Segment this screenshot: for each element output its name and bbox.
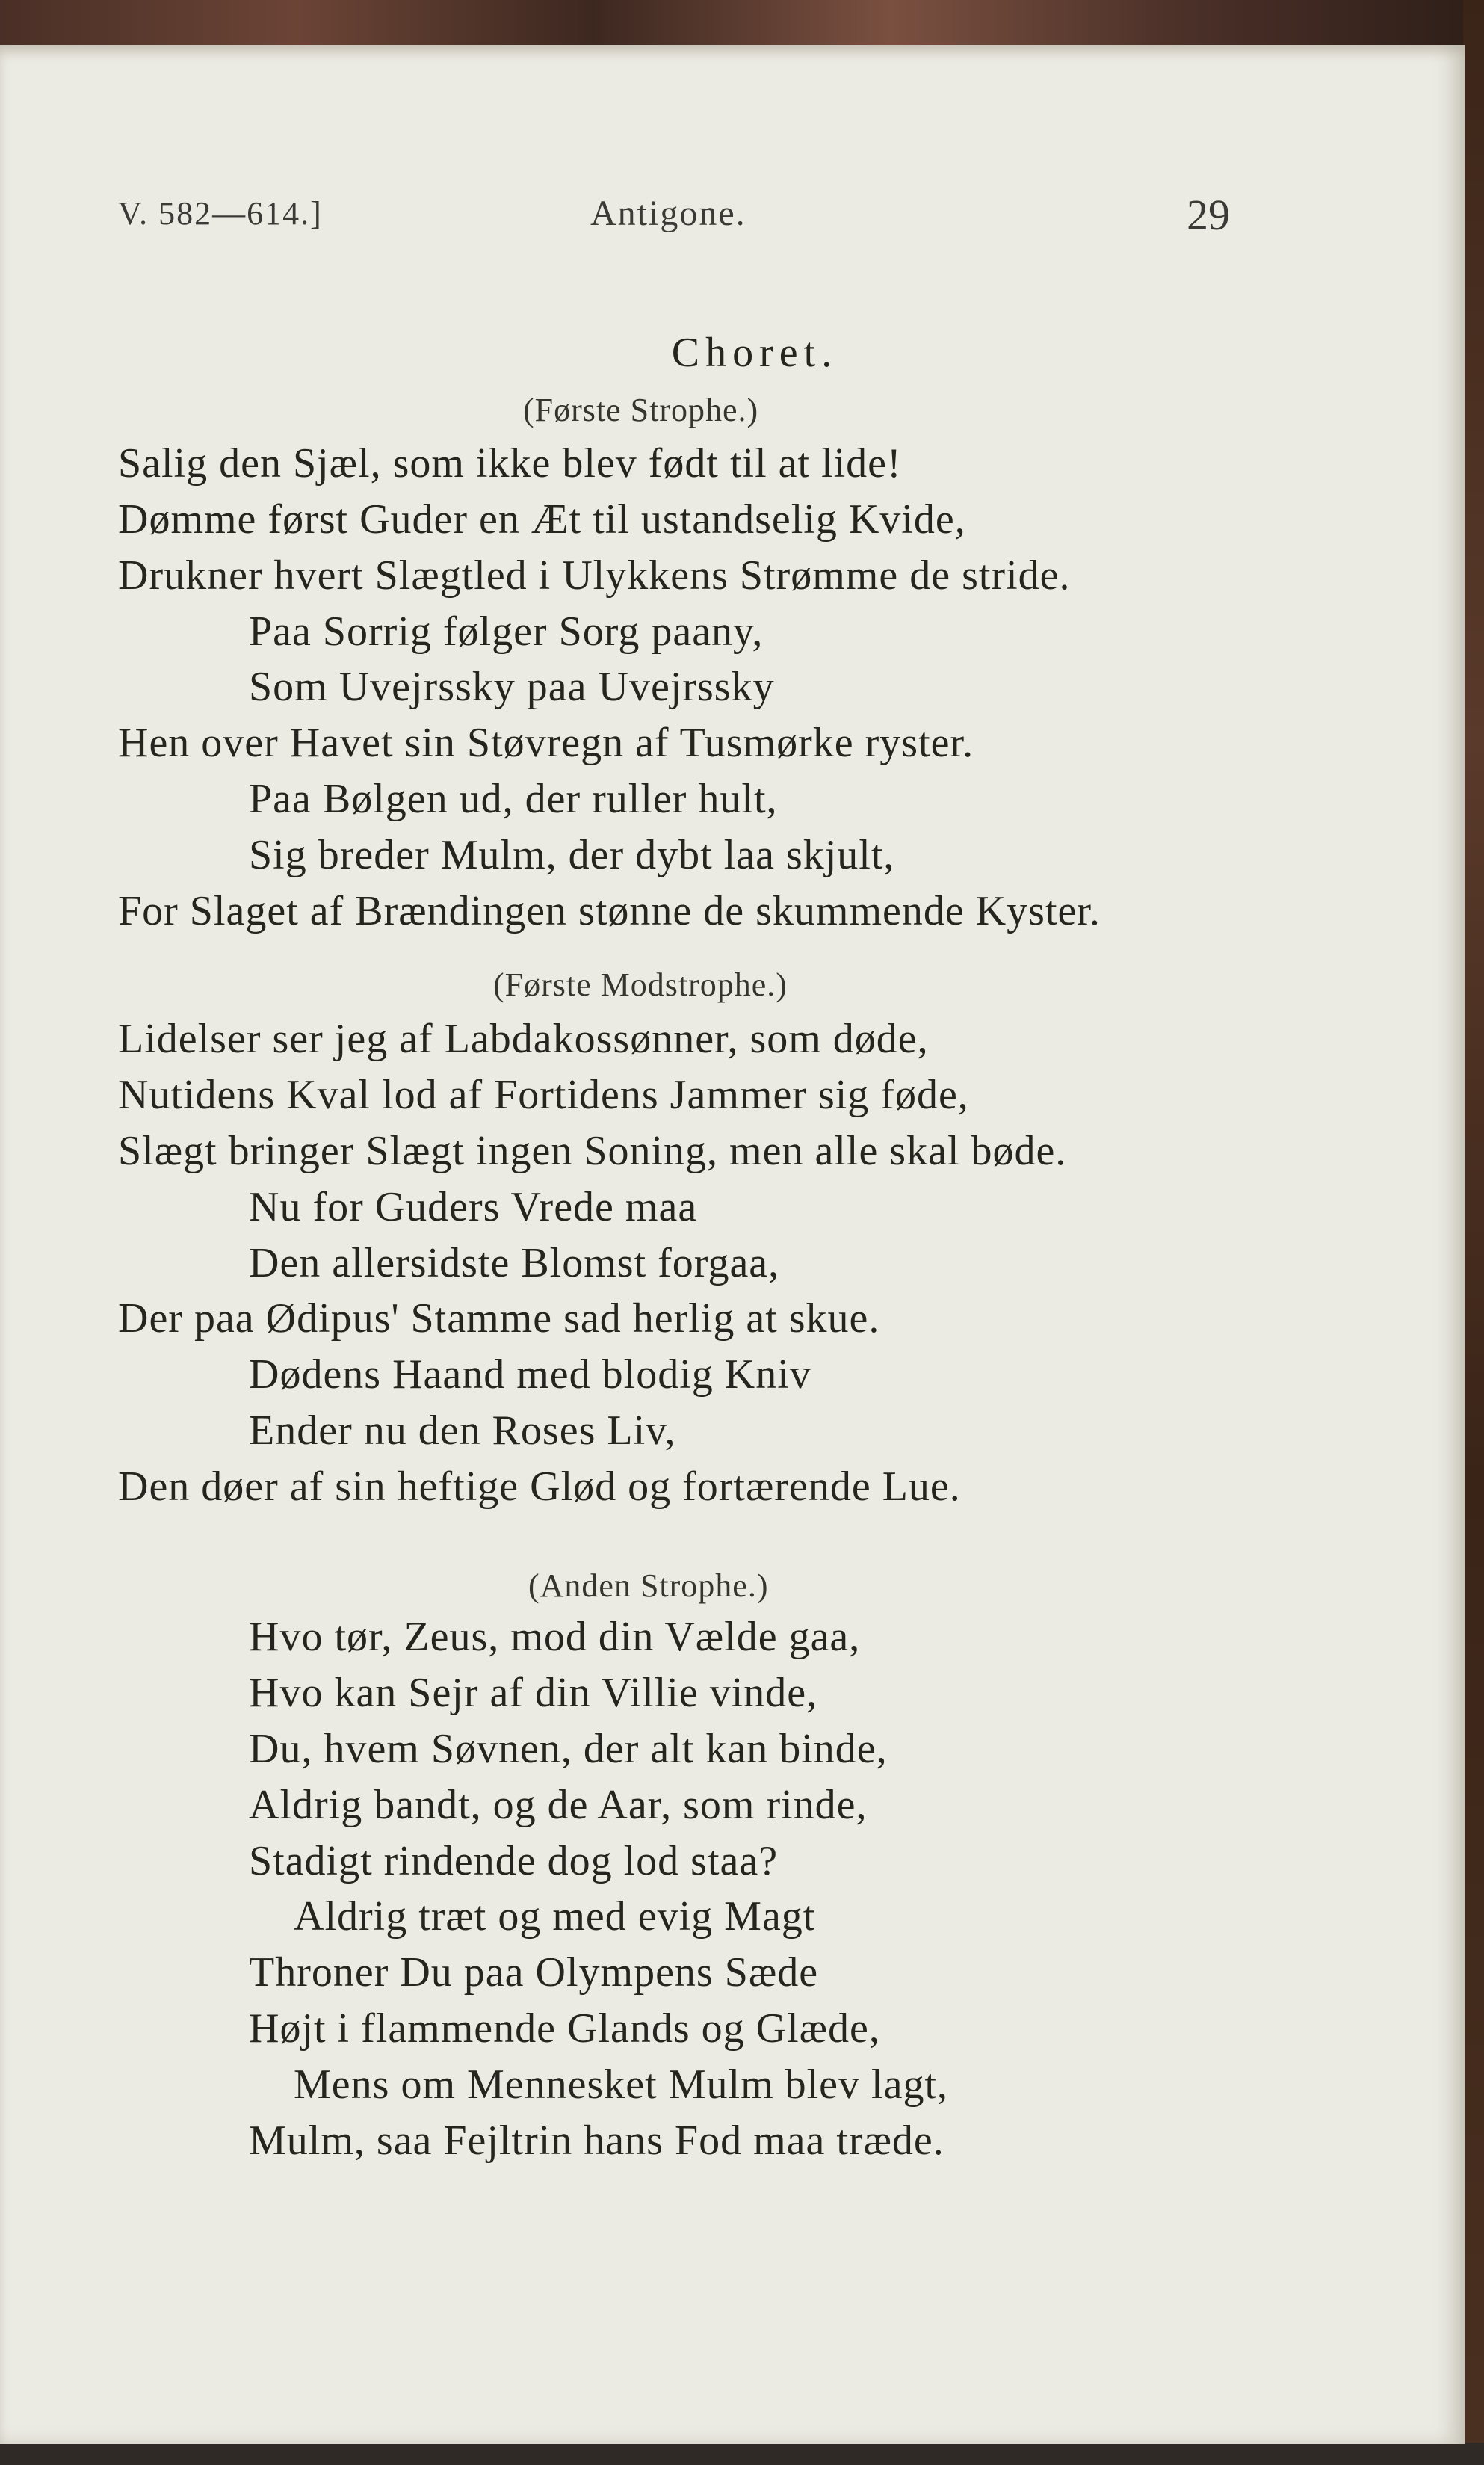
verse-line: Du, hvem Søvnen, der alt kan binde, [249,1726,888,1772]
verse-line: Højt i flammende Glands og Glæde, [249,2005,880,2052]
page-number: 29 [1187,191,1230,239]
verse-line: For Slaget af Brændingen stønne de skummende Kyster. [118,888,1101,934]
verse-line: Slægt bringer Slægt ingen Soning, men alle skal bøde. [118,1128,1067,1174]
verse-line: Nu for Guders Vrede maa [249,1184,698,1230]
verse-line: Den døer af sin heftige Glød og fortærende Lue. [118,1463,961,1510]
verse-line: Lidelser ser jeg af Labdakossønner, som døde, [118,1016,929,1062]
verse-line: Hen over Havet sin Støvregn af Tusmørke ryster. [118,720,974,766]
verse-line: Sig breder Mulm, der dybt laa skjult, [249,832,895,878]
verse-line: Throner Du paa Olympens Sæde [249,1949,819,1996]
book-page [0,45,1465,2444]
verse-line: Mens om Mennesket Mulm blev lagt, [294,2061,949,2108]
verse-line: Salig den Sjæl, som ikke blev født til at lide! [118,440,902,487]
verse-line: Den allersidste Blomst forgaa, [249,1240,780,1286]
verse-line: Mulm, saa Fejltrin hans Fod maa træde. [249,2117,944,2164]
section-heading-second-strophe: (Anden Strophe.) [528,1567,769,1604]
verse-line: Der paa Ødipus' Stamme sad herlig at skue. [118,1295,880,1342]
running-header [0,187,1465,247]
verse-line: Aldrig træt og med evig Magt [294,1893,816,1940]
verse-line: Paa Bølgen ud, der ruller hult, [249,776,778,822]
verse-line: Hvo tør, Zeus, mod din Vælde gaa, [249,1614,861,1660]
verse-line: Dømme først Guder en Æt til ustandselig Kvide, [118,496,966,543]
verse-range: V. 582—614.] [118,195,323,232]
verse-line: Ender nu den Roses Liv, [249,1407,676,1454]
verse-line: Paa Sorrig følger Sorg paany, [249,608,764,655]
verse-line: Hvo kan Sejr af din Villie vinde, [249,1670,818,1716]
verse-line: Dødens Haand med blodig Kniv [249,1351,811,1398]
section-heading-first-strophe: (Første Strophe.) [523,392,759,428]
verse-line: Stadigt rindende dog lod staa? [249,1838,779,1884]
running-title: Antigone. [590,194,746,233]
verse-line: Nutidens Kval lod af Fortidens Jammer sig føde, [118,1072,969,1118]
book-cover-edge-bottom [0,2443,1484,2465]
verse-line: Drukner hvert Slægtled i Ulykkens Strømme de stride. [118,552,1071,599]
speaker-name: Choret. [671,330,838,376]
verse-line: Aldrig bandt, og de Aar, som rinde, [249,1782,868,1828]
verse-line: Som Uvejrssky paa Uvejrssky [249,664,775,710]
section-heading-first-antistrophe: (Første Modstrophe.) [493,966,788,1003]
